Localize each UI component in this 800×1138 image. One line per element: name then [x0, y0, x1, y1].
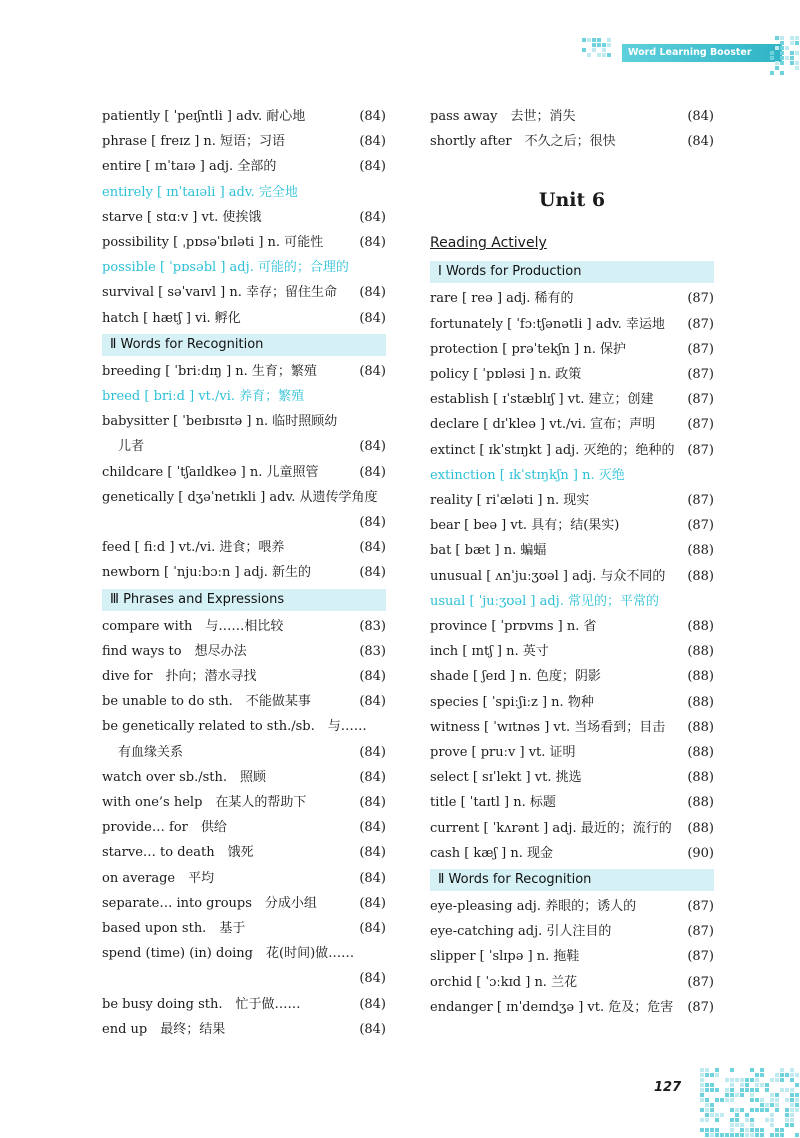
vocab-entry — [102, 205, 386, 230]
vocab-entry — [102, 992, 386, 1017]
derived-word-entry — [102, 384, 386, 409]
vocab-entry — [430, 639, 714, 664]
entry-text: on average 平均 — [102, 870, 215, 886]
entry-text: survival [ səˈvaɪvl ] n. 幸存；留住生命 — [102, 285, 338, 301]
page-ref: (83) — [359, 643, 386, 659]
vocab-entry — [102, 765, 386, 790]
entry-text-continued: 有血缘关系 — [118, 744, 184, 760]
page-ref: (84) — [359, 694, 386, 710]
vocab-entry — [102, 689, 386, 714]
entry-text: inch [ ɪntʃ ] n. 英寸 — [430, 644, 549, 660]
vocab-entry — [430, 919, 714, 944]
page-ref: (90) — [687, 845, 714, 861]
page-ref: (88) — [687, 543, 714, 559]
page-ref: (84) — [359, 159, 386, 175]
page-ref: (88) — [687, 644, 714, 660]
vocab-entry — [430, 337, 714, 362]
vocab-entry — [102, 560, 386, 585]
entry-text: current [ ˈkʌrənt ] adj. 最近的；流行的 — [430, 820, 672, 836]
page-ref: (87) — [687, 949, 714, 965]
entry-text: breed [ briːd ] vt./vi. 养育；繁殖 — [102, 389, 305, 405]
page-ref: (84) — [359, 363, 386, 379]
page-ref: (88) — [687, 669, 714, 685]
vocab-entry — [102, 916, 386, 941]
entry-text: newborn [ ˈnjuːbɔːn ] adj. 新生的 — [102, 565, 312, 581]
page-ref: (84) — [359, 464, 386, 480]
entry-text: select [ sɪˈlekt ] vt. 挑选 — [430, 770, 582, 786]
entry-text: unusual [ ʌnˈjuːʒʊəl ] adj. 与众不同的 — [430, 568, 666, 584]
page-ref: (87) — [687, 442, 714, 458]
vocab-entry — [102, 664, 386, 689]
page-ref: (84) — [359, 235, 386, 251]
entry-text: based upon sth. 基于 — [102, 921, 246, 937]
entry-text: bat [ bæt ] n. 蝙蝠 — [430, 543, 547, 559]
unit-title: Unit 6 — [538, 189, 606, 212]
vocab-entry — [102, 409, 386, 459]
entry-text: declare [ dɪˈkleə ] vt./vi. 宣布；声明 — [430, 417, 656, 433]
entry-text: protection [ prəˈtekʃn ] n. 保护 — [430, 341, 626, 357]
page-ref: (87) — [687, 367, 714, 383]
section-title: Ⅲ Phrases and Expressions — [102, 589, 386, 611]
entry-text: starve… to death 饿死 — [102, 845, 254, 861]
vocab-entry — [430, 740, 714, 765]
entry-text: compare with 与……相比较 — [102, 618, 284, 634]
entry-text: dive for 扑向；潜水寻找 — [102, 669, 257, 685]
entry-text: entire [ ɪnˈtaɪə ] adj. 全部的 — [102, 159, 277, 175]
section-title: Ⅱ Words for Recognition — [430, 869, 714, 891]
vocab-entry — [430, 538, 714, 563]
page-ref: (87) — [687, 518, 714, 534]
entry-text: with one’s help 在某人的帮助下 — [102, 795, 307, 811]
page-number: 127 — [654, 1080, 682, 1095]
page-ref: (84) — [359, 895, 386, 911]
page-ref: (84) — [359, 540, 386, 556]
vocab-entry — [430, 816, 714, 841]
header-title: Word Learning Booster — [628, 47, 752, 58]
page-ref: (84) — [359, 996, 386, 1012]
vocab-entry — [430, 362, 714, 387]
derived-word-entry — [430, 589, 714, 614]
page-ref: (84) — [359, 769, 386, 785]
vocab-entry — [102, 866, 386, 891]
entry-text: usual [ ˈjuːʒʊəl ] adj. 常见的；平常的 — [430, 593, 659, 609]
vocab-entry — [430, 438, 714, 463]
page-ref: (84) — [359, 921, 386, 937]
page-ref: (88) — [687, 619, 714, 635]
vocab-entry — [430, 488, 714, 513]
entry-text: witness [ ˈwɪtnəs ] vt. 当场看到；目击 — [430, 719, 666, 735]
page-ref: (83) — [359, 618, 386, 634]
vocab-entry — [430, 312, 714, 337]
page-ref: (87) — [687, 999, 714, 1015]
entry-text: establish [ ɪˈstæblɪʃ ] vt. 建立；创建 — [430, 392, 654, 408]
entry-text: shortly after 不久之后；很快 — [430, 134, 616, 150]
page-ref: (87) — [687, 341, 714, 357]
page-ref: (84) — [359, 744, 386, 760]
entry-text: be busy doing sth. 忙于做…… — [102, 996, 301, 1012]
vocab-entry — [430, 412, 714, 437]
entry-text: childcare [ ˈtʃaɪldkeə ] n. 儿童照管 — [102, 464, 319, 480]
page-ref: (84) — [359, 310, 386, 326]
vocab-entry — [102, 280, 386, 305]
entry-text: pass away 去世；消失 — [430, 109, 576, 124]
page-ref: (84) — [359, 134, 386, 150]
entry-text: separate… into groups 分成小组 — [102, 895, 317, 911]
entry-text: reality [ riˈæləti ] n. 现实 — [430, 493, 590, 509]
entry-text: possible [ ˈpɒsəbl ] adj. 可能的；合理的 — [102, 260, 349, 276]
derived-word-entry — [430, 463, 714, 488]
page-ref: (84) — [359, 669, 386, 685]
page-ref: (87) — [687, 392, 714, 408]
page-ref: (84) — [359, 870, 386, 886]
entry-text: find ways to 想尽办法 — [102, 643, 247, 659]
entry-text: slipper [ ˈslɪpə ] n. 拖鞋 — [430, 949, 580, 965]
entry-text-continued: 儿者 — [118, 439, 145, 455]
vocab-entry — [102, 614, 386, 639]
vocab-entry — [430, 387, 714, 412]
entry-text: rare [ reə ] adj. 稀有的 — [430, 291, 574, 307]
entry-text: hatch [ hætʃ ] vi. 孵化 — [102, 310, 241, 326]
vocab-entry — [102, 306, 386, 331]
entry-text: phrase [ freɪz ] n. 短语；习语 — [102, 134, 286, 150]
entry-text: extinct [ ɪkˈstɪŋkt ] adj. 灭绝的；绝种的 — [430, 442, 675, 458]
entry-text: breeding [ ˈbriːdɪŋ ] n. 生育；繁殖 — [102, 363, 317, 379]
vocab-entry — [430, 664, 714, 689]
page-ref: (88) — [687, 694, 714, 710]
page-ref: (88) — [687, 719, 714, 735]
entry-text: policy [ ˈpɒləsi ] n. 政策 — [430, 367, 582, 383]
entry-text: be genetically related to sth./sb. 与…… — [102, 719, 367, 735]
entry-text: starve [ stɑːv ] vt. 使挨饿 — [102, 209, 262, 225]
page-ref: (87) — [687, 417, 714, 433]
right-column — [430, 104, 714, 1020]
vocab-entry — [430, 690, 714, 715]
vocab-entry — [430, 765, 714, 790]
vocab-entry — [102, 1017, 386, 1042]
derived-word-entry — [102, 180, 386, 205]
page-ref: (88) — [687, 770, 714, 786]
entry-text: patiently [ ˈpeɪʃntli ] adv. 耐心地 — [102, 109, 306, 124]
vocab-entry — [102, 790, 386, 815]
page-ref: (88) — [687, 745, 714, 761]
entry-text: cash [ kæʃ ] n. 现金 — [430, 845, 554, 861]
vocab-entry — [102, 230, 386, 255]
entry-text: province [ ˈprɒvɪns ] n. 省 — [430, 619, 597, 635]
entry-text: possibility [ ˌpɒsəˈbɪləti ] n. 可能性 — [102, 235, 324, 251]
vocab-entry — [430, 715, 714, 740]
vocab-entry — [102, 891, 386, 916]
vocab-entry — [430, 970, 714, 995]
derived-word-entry — [102, 255, 386, 280]
vocab-entry — [102, 941, 386, 991]
page-ref: (84) — [359, 209, 386, 225]
entry-text: end up 最终；结果 — [102, 1021, 226, 1037]
entry-text: species [ ˈspiːʃiːz ] n. 物种 — [430, 694, 594, 710]
page-ref: (84) — [687, 109, 714, 124]
vocab-entry — [430, 513, 714, 538]
vocab-entry — [430, 944, 714, 969]
section-title: Ⅰ Words for Production — [430, 261, 714, 283]
entry-text: fortunately [ ˈfɔːtʃənətli ] adv. 幸运地 — [430, 316, 665, 332]
page-ref: (84) — [359, 971, 386, 987]
vocab-entry — [430, 894, 714, 919]
page-ref: (84) — [359, 845, 386, 861]
entry-text: genetically [ dʒəˈnetɪkli ] adv. 从遗传学角度 — [102, 489, 378, 505]
page-ref: (87) — [687, 493, 714, 509]
page-ref: (87) — [687, 291, 714, 307]
entry-text: eye-catching adj. 引人注目的 — [430, 924, 612, 940]
page-ref: (84) — [359, 439, 386, 455]
vocab-entry — [102, 815, 386, 840]
page-ref: (84) — [359, 1021, 386, 1037]
page-ref: (87) — [687, 899, 714, 915]
left-column — [102, 104, 386, 1042]
page-ref: (84) — [359, 820, 386, 836]
page-ref: (87) — [687, 316, 714, 332]
entry-text: provide… for 供给 — [102, 820, 227, 836]
entry-text: bear [ beə ] vt. 具有；结(果实) — [430, 518, 620, 534]
reading-title: Reading Actively — [430, 235, 547, 252]
entry-text: prove [ pruːv ] vt. 证明 — [430, 745, 576, 761]
vocab-entry — [430, 614, 714, 639]
vocab-entry — [102, 840, 386, 865]
section-title: Ⅱ Words for Recognition — [102, 334, 386, 356]
vocab-entry — [102, 129, 386, 154]
vocab-entry — [102, 104, 386, 129]
vocab-entry — [430, 129, 714, 154]
vocab-entry — [430, 995, 714, 1020]
page-ref: (84) — [359, 515, 386, 531]
page-ref: (84) — [687, 134, 714, 150]
vocab-entry — [102, 639, 386, 664]
page-ref: (88) — [687, 820, 714, 836]
vocab-entry — [430, 564, 714, 589]
vocab-entry — [102, 485, 386, 535]
vocab-entry — [102, 460, 386, 485]
entry-text: extinction [ ɪkˈstɪŋkʃn ] n. 灭绝 — [430, 467, 625, 483]
page-ref: (88) — [687, 568, 714, 584]
entry-text: watch over sb./sth. 照顾 — [102, 769, 267, 785]
vocab-entry — [102, 714, 386, 764]
vocab-entry — [430, 286, 714, 311]
page-ref: (87) — [687, 974, 714, 990]
entry-text: spend (time) (in) doing 花(时间)做…… — [102, 946, 355, 962]
entry-text: endanger [ ɪnˈdeɪndʒə ] vt. 危及；危害 — [430, 999, 674, 1015]
entry-text: be unable to do sth. 不能做某事 — [102, 694, 311, 710]
page-ref: (87) — [687, 924, 714, 940]
vocab-entry — [102, 359, 386, 384]
entry-text: title [ ˈtaɪtl ] n. 标题 — [430, 795, 556, 811]
vocab-entry — [102, 154, 386, 179]
page-ref: (84) — [359, 109, 386, 124]
entry-text: eye-pleasing adj. 养眼的；诱人的 — [430, 899, 637, 915]
entry-text: babysitter [ ˈbeɪbɪsɪtə ] n. 临时照顾幼 — [102, 414, 338, 430]
vocab-entry — [430, 104, 714, 129]
entry-text: shade [ ʃeɪd ] n. 色度；阴影 — [430, 669, 601, 685]
page-ref: (84) — [359, 285, 386, 301]
page-ref: (84) — [359, 565, 386, 581]
entry-text: entirely [ ɪnˈtaɪəli ] adv. 完全地 — [102, 184, 298, 200]
entry-text: orchid [ ˈɔːkɪd ] n. 兰花 — [430, 974, 578, 990]
vocab-entry — [430, 841, 714, 866]
page-ref: (88) — [687, 795, 714, 811]
entry-text: feed [ fiːd ] vt./vi. 进食；喂养 — [102, 540, 285, 556]
page-ref: (84) — [359, 795, 386, 811]
vocab-entry — [102, 535, 386, 560]
vocab-entry — [430, 790, 714, 815]
